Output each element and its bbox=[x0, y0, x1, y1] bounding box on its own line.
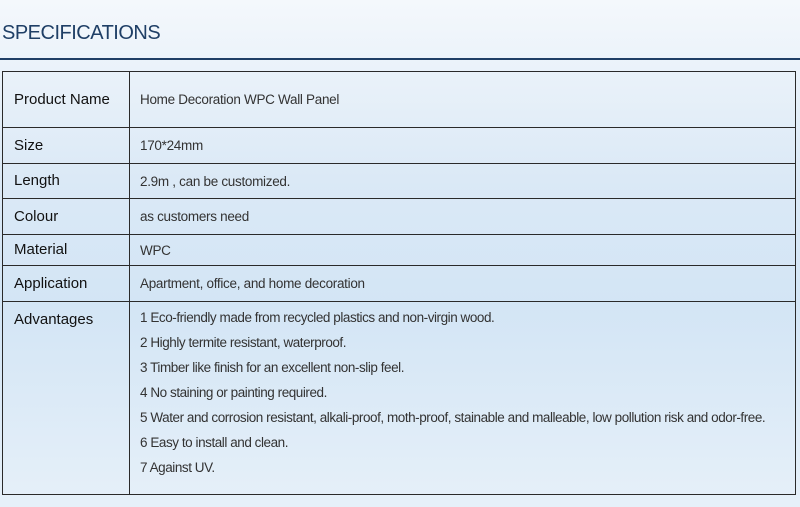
advantage-item: 1 Eco-friendly made from recycled plastics and non-virgin wood. bbox=[140, 310, 495, 325]
size-value: 170*24mm bbox=[130, 128, 796, 164]
colour-value: as customers need bbox=[130, 199, 796, 235]
page-title: SPECIFICATIONS bbox=[2, 22, 161, 44]
advantages-list bbox=[130, 302, 796, 495]
product-name-value: Home Decoration WPC Wall Panel bbox=[130, 72, 796, 128]
advantage-item: 4 No staining or painting required. bbox=[140, 385, 327, 400]
specifications-table bbox=[2, 71, 796, 495]
application-value: Apartment, office, and home decoration bbox=[130, 266, 796, 302]
length-label: Length bbox=[3, 164, 130, 199]
material-label: Material bbox=[3, 235, 130, 266]
size-label: Size bbox=[3, 128, 130, 164]
table-row-size bbox=[3, 128, 796, 164]
advantage-item: 5 Water and corrosion resistant, alkali-proof, moth-proof, stainable and malleable, low pollution risk and odor-free. bbox=[140, 410, 766, 425]
table-row-advantages bbox=[3, 302, 796, 495]
advantage-item: 6 Easy to install and clean. bbox=[140, 435, 288, 450]
table-row-material bbox=[3, 235, 796, 266]
advantage-item: 2 Highly termite resistant, waterproof. bbox=[140, 335, 347, 350]
advantage-item: 3 Timber like finish for an excellent non-slip feel. bbox=[140, 360, 404, 375]
table-row-colour bbox=[3, 199, 796, 235]
table-row-length bbox=[3, 164, 796, 199]
table-row-product-name bbox=[3, 72, 796, 128]
table-row-application bbox=[3, 266, 796, 302]
product-name-label: Product Name bbox=[3, 72, 130, 128]
title-divider bbox=[0, 58, 800, 60]
material-value: WPC bbox=[130, 235, 796, 266]
application-label: Application bbox=[3, 266, 130, 302]
advantages-label: Advantages bbox=[3, 302, 130, 495]
advantage-item: 7 Against UV. bbox=[140, 460, 215, 475]
colour-label: Colour bbox=[3, 199, 130, 235]
length-value: 2.9m , can be customized. bbox=[130, 164, 796, 199]
